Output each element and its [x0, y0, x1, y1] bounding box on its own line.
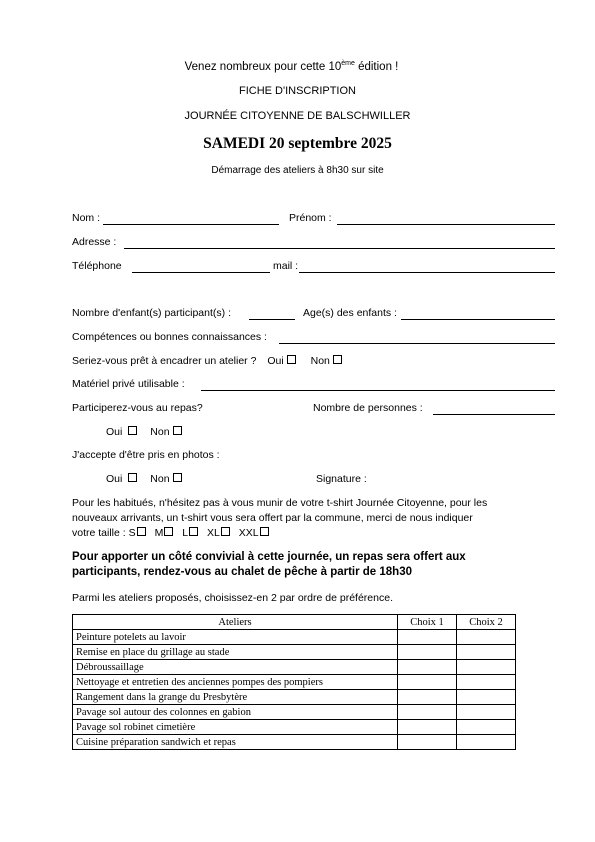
photos-non-label: Non [150, 473, 170, 485]
atelier-name: Pavage sol robinet cimetière [73, 720, 398, 735]
atelier-name: Nettoyage et entretien des anciennes pompes des pompiers [73, 675, 398, 690]
photos-question: J'accepte d'être pris en photos : [72, 449, 220, 461]
header-choix-1: Choix 1 [398, 615, 457, 630]
repas-non-label: Non [150, 426, 170, 438]
atelier-name: Cuisine préparation sandwich et repas [73, 735, 398, 750]
choix-2-cell[interactable] [457, 735, 516, 750]
nom-label: Nom : [72, 212, 101, 224]
mail-field[interactable] [299, 272, 555, 273]
choix-1-cell[interactable] [398, 720, 457, 735]
encadrer-oui-checkbox[interactable] [287, 355, 296, 364]
atelier-name: Remise en place du grillage au stade [73, 645, 398, 660]
size-s-label: S [128, 527, 136, 539]
choix-1-cell[interactable] [398, 690, 457, 705]
photos-oui-label: Oui [106, 473, 123, 485]
size-l-label: L [182, 527, 189, 539]
repas-options [106, 426, 184, 438]
repas-question: Participerez-vous au repas? [72, 402, 203, 414]
choix-1-cell[interactable] [398, 645, 457, 660]
size-xl-label: XL [207, 527, 220, 539]
photos-options [106, 473, 184, 485]
choix-1-cell[interactable] [398, 735, 457, 750]
table-header-row [73, 615, 516, 630]
choix-2-cell[interactable] [457, 630, 516, 645]
nb-enfants-field[interactable] [249, 319, 295, 320]
encadrer-non-checkbox[interactable] [333, 355, 342, 364]
choix-1-cell[interactable] [398, 630, 457, 645]
size-m-checkbox[interactable] [164, 527, 173, 536]
tshirt-size-row [72, 527, 271, 539]
size-s-checkbox[interactable] [137, 527, 146, 536]
encadrer-question: Seriez-vous prêt à encadrer un atelier ? Oui Non [72, 355, 344, 367]
age-enfants-field[interactable] [401, 319, 555, 320]
choix-2-cell[interactable] [457, 720, 516, 735]
repas-non-checkbox[interactable] [173, 426, 182, 435]
tshirt-text-1: Pour les habitués, n'hésitez pas à vous munir de votre t-shirt Journée Citoyenne, pour les [72, 497, 488, 509]
choix-2-cell[interactable] [457, 690, 516, 705]
mail-label: mail : [273, 260, 299, 272]
size-xxl-label: XXL [238, 527, 259, 539]
competences-field[interactable] [279, 343, 555, 344]
ateliers-table [72, 614, 516, 750]
choix-2-cell[interactable] [457, 645, 516, 660]
header-choix-2: Choix 2 [457, 615, 516, 630]
adresse-field[interactable] [124, 248, 555, 249]
telephone-field[interactable] [132, 272, 270, 273]
table-row [73, 705, 516, 720]
choix-2-cell[interactable] [457, 660, 516, 675]
table-row [73, 645, 516, 660]
size-xl-checkbox[interactable] [221, 527, 230, 536]
start-time: Démarrage des ateliers à 8h30 sur site [211, 165, 384, 176]
table-row [73, 630, 516, 645]
materiel-field[interactable] [201, 390, 555, 391]
journee-title: JOURNÉE CITOYENNE DE BALSCHWILLER [184, 110, 411, 122]
table-row [73, 720, 516, 735]
choix-2-cell[interactable] [457, 705, 516, 720]
atelier-name: Rangement dans la grange du Presbytère [73, 690, 398, 705]
prenom-label: Prénom : [289, 212, 332, 224]
intro-text: Venez nombreux pour cette 10ème édition ! [184, 60, 399, 73]
choix-2-cell[interactable] [457, 675, 516, 690]
size-xxl-checkbox[interactable] [260, 527, 269, 536]
age-enfants-label: Age(s) des enfants : [303, 307, 397, 319]
photos-oui-checkbox[interactable] [128, 473, 137, 482]
competences-label: Compétences ou bonnes connaissances : [72, 331, 267, 343]
table-row [73, 660, 516, 675]
materiel-label: Matériel privé utilisable : [72, 378, 185, 390]
nb-personnes-field[interactable] [433, 414, 555, 415]
prenom-field[interactable] [337, 224, 555, 225]
photos-non-checkbox[interactable] [173, 473, 182, 482]
atelier-name: Débroussaillage [73, 660, 398, 675]
signature-label: Signature : [316, 473, 367, 485]
fiche-title: FICHE D'INSCRIPTION [239, 85, 356, 97]
table-row [73, 690, 516, 705]
tshirt-text-2: nouveaux arrivants, un t-shirt vous sera offert par la commune, merci de nous indiquer [72, 512, 473, 524]
nom-field[interactable] [103, 224, 279, 225]
atelier-name: Peinture potelets au lavoir [73, 630, 398, 645]
atelier-name: Pavage sol autour des colonnes en gabion [73, 705, 398, 720]
ateliers-intro: Parmi les ateliers proposés, choisissez-en 2 par ordre de préférence. [72, 592, 393, 604]
convivial-text-1: Pour apporter un côté convivial à cette journée, un repas sera offert aux [72, 551, 466, 563]
tshirt-text-3: votre taille : [72, 527, 126, 539]
adresse-label: Adresse : [72, 236, 117, 248]
repas-oui-checkbox[interactable] [128, 426, 137, 435]
event-date: SAMEDI 20 septembre 2025 [203, 135, 392, 152]
size-m-label: M [154, 527, 164, 539]
encadrer-oui-label: Oui [267, 355, 284, 367]
nb-personnes-label: Nombre de personnes : [313, 402, 423, 414]
encadrer-non-label: Non [310, 355, 330, 367]
choix-1-cell[interactable] [398, 705, 457, 720]
size-l-checkbox[interactable] [189, 527, 198, 536]
convivial-text-2: participants, rendez-vous au chalet de pêche à partir de 18h30 [72, 566, 413, 578]
choix-1-cell[interactable] [398, 660, 457, 675]
telephone-label: Téléphone [72, 260, 122, 272]
repas-oui-label: Oui [106, 426, 123, 438]
header-ateliers: Ateliers [73, 615, 398, 630]
choix-1-cell[interactable] [398, 675, 457, 690]
nb-enfants-label: Nombre d'enfant(s) participant(s) : [72, 307, 231, 319]
table-row [73, 675, 516, 690]
table-row [73, 735, 516, 750]
